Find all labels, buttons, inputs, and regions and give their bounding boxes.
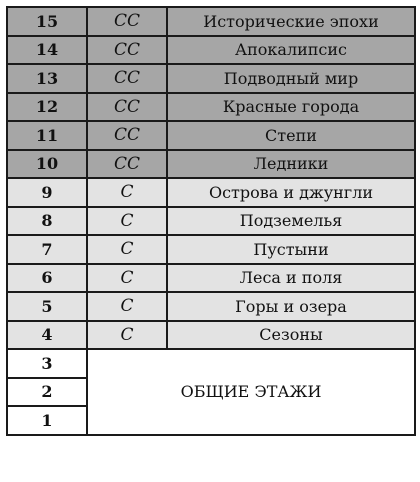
common-floor-number: 3 [7, 349, 87, 378]
floor-name: Леса и поля [167, 264, 415, 293]
table-row [7, 93, 415, 122]
floors-table-body [7, 7, 415, 435]
floor-class: CC [87, 36, 167, 65]
common-floor-number: 2 [7, 378, 87, 407]
floor-name: Сезоны [167, 321, 415, 350]
floor-number: 9 [7, 178, 87, 207]
floor-number: 4 [7, 321, 87, 350]
table-row [7, 150, 415, 179]
floors-table [6, 6, 416, 436]
floor-class: CC [87, 64, 167, 93]
floor-name: Пустыни [167, 235, 415, 264]
table-row [7, 207, 415, 236]
table-row [7, 178, 415, 207]
floor-class: CC [87, 93, 167, 122]
floor-class: CC [87, 150, 167, 179]
floor-name: Исторические эпохи [167, 7, 415, 36]
floor-number: 5 [7, 292, 87, 321]
table-row [7, 264, 415, 293]
floor-name: Степи [167, 121, 415, 150]
floor-class: C [87, 207, 167, 236]
floor-class: C [87, 235, 167, 264]
floor-name: Горы и озера [167, 292, 415, 321]
floor-name: Ледники [167, 150, 415, 179]
floor-name: Подводный мир [167, 64, 415, 93]
floor-number: 14 [7, 36, 87, 65]
floor-number: 10 [7, 150, 87, 179]
floor-number: 15 [7, 7, 87, 36]
table-row [7, 292, 415, 321]
floor-class: C [87, 292, 167, 321]
floor-name: Острова и джунгли [167, 178, 415, 207]
floor-name: Подземелья [167, 207, 415, 236]
floor-number: 6 [7, 264, 87, 293]
floor-class: CC [87, 7, 167, 36]
floor-number: 13 [7, 64, 87, 93]
table-row [7, 64, 415, 93]
floor-number: 11 [7, 121, 87, 150]
common-floors-label: ОБЩИЕ ЭТАЖИ [87, 349, 415, 435]
floor-class: CC [87, 121, 167, 150]
floor-class: C [87, 321, 167, 350]
table-row [7, 235, 415, 264]
floor-number: 12 [7, 93, 87, 122]
floor-name: Апокалипсис [167, 36, 415, 65]
table-row [7, 321, 415, 350]
floor-number: 8 [7, 207, 87, 236]
floor-number: 7 [7, 235, 87, 264]
table-row [7, 349, 415, 378]
floor-class: C [87, 264, 167, 293]
table-row [7, 36, 415, 65]
floor-name: Красные города [167, 93, 415, 122]
table-row [7, 121, 415, 150]
table-row [7, 7, 415, 36]
common-floor-number: 1 [7, 406, 87, 435]
floor-class: C [87, 178, 167, 207]
floors-table-container [6, 6, 414, 436]
